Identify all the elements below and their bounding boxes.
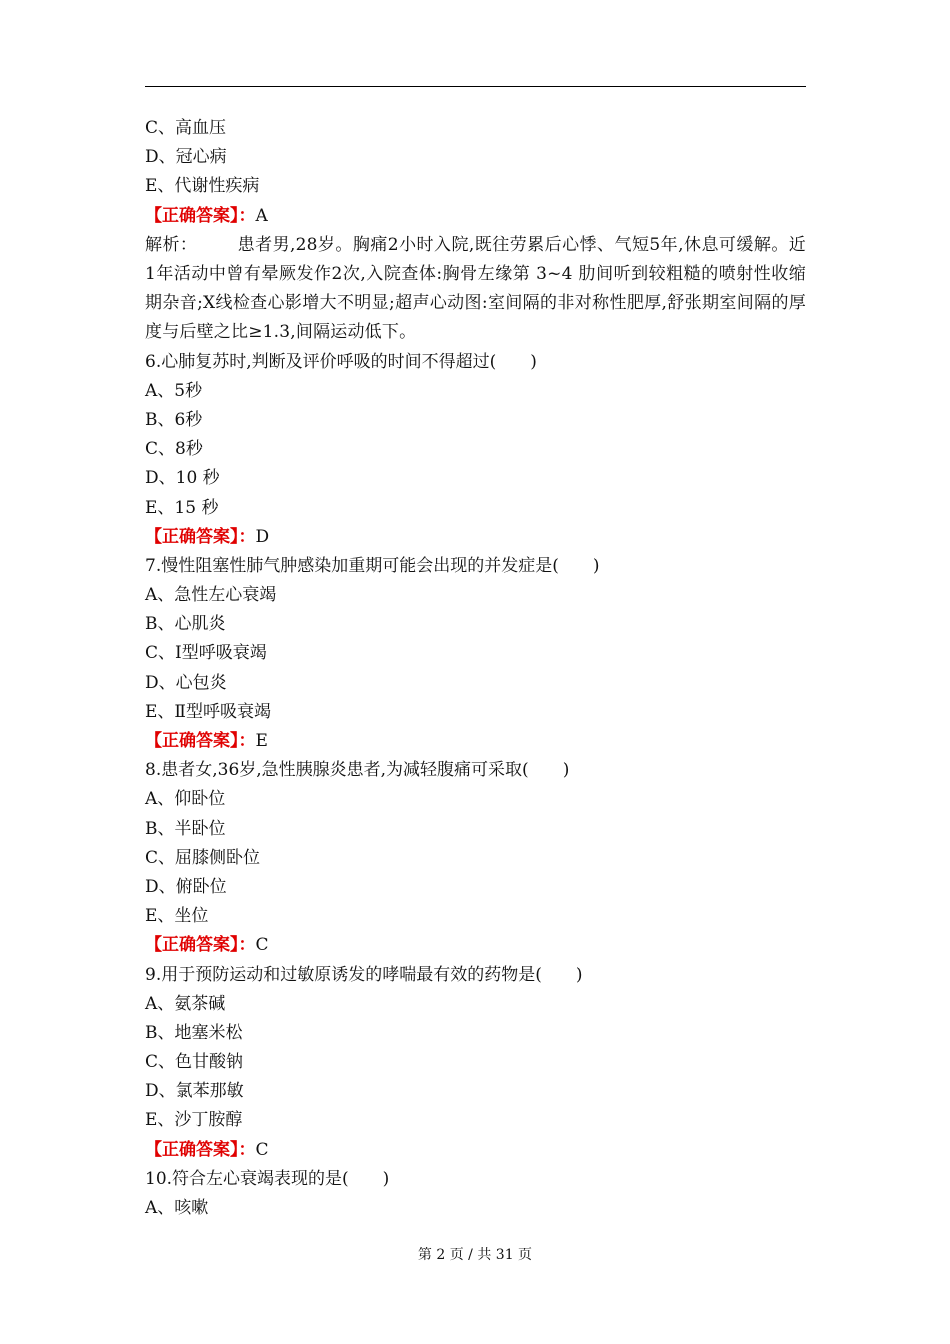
option-q8-a: A、仰卧位 xyxy=(145,789,226,810)
analysis-text: 患者男,28岁。胸痛2小时入院,既往劳累后心悸、气短5年,休息可缓解。近1年活动中曾有晕厥发作2次,入院查体:胸骨左缘第 3~4 肋间听到较粗糙的喷射性收缩期杂音;X线检查心影增大不明显;超声心动图:室间隔的非对称性肥厚,舒张期室间隔的厚度与后壁之比≥1.3,间隔运动低下。 xyxy=(145,234,806,343)
option-q7-b: B、心肌炎 xyxy=(145,614,226,635)
answer-label: 【正确答案】： xyxy=(145,205,256,226)
answer-value: D xyxy=(255,526,270,547)
answer-label: 【正确答案】： xyxy=(145,526,256,547)
answer-q6 xyxy=(145,523,806,552)
option-q6-c: C、8秒 xyxy=(145,439,203,460)
option-q7-e: E、Ⅱ型呼吸衰竭 xyxy=(145,701,271,722)
answer-q9 xyxy=(145,1136,806,1165)
option-q8-b: B、半卧位 xyxy=(145,818,226,839)
option-q8-c: C、屈膝侧卧位 xyxy=(145,847,261,868)
question-stem-10: 10.符合左心衰竭表现的是( ) xyxy=(145,1168,390,1189)
option-q5-d: D、冠心病 xyxy=(145,147,227,168)
option-q9-c: C、色甘酸钠 xyxy=(145,1052,244,1073)
question-stem-9: 9.用于预防运动和过敏原诱发的哮喘最有效的药物是( ) xyxy=(145,964,583,985)
option-q6-d: D、10 秒 xyxy=(145,468,220,489)
analysis-q5 xyxy=(145,231,806,348)
option-q9-b: B、地塞米松 xyxy=(145,1022,243,1043)
option-q5-e: E、代谢性疾病 xyxy=(145,176,260,197)
option-q9-d: D、氯苯那敏 xyxy=(145,1081,244,1102)
answer-value: E xyxy=(255,731,268,751)
option-q9-a: A、氨茶碱 xyxy=(145,993,226,1014)
answer-label: 【正确答案】： xyxy=(145,731,256,751)
header-rule xyxy=(145,86,806,87)
option-q6-e: E、15 秒 xyxy=(145,497,219,518)
option-q7-d: D、心包炎 xyxy=(145,672,227,693)
answer-value: C xyxy=(255,935,269,956)
option-q9-e: E、沙丁胺醇 xyxy=(145,1110,243,1131)
option-q5-c: C、高血压 xyxy=(145,118,227,138)
analysis-label: 解析： xyxy=(145,234,198,255)
answer-label: 【正确答案】： xyxy=(145,935,256,956)
answer-label: 【正确答案】： xyxy=(145,1139,256,1160)
question-stem-8: 8.患者女,36岁,急性胰腺炎患者,为减轻腹痛可采取( ) xyxy=(145,760,570,781)
option-q6-b: B、6秒 xyxy=(145,409,203,430)
option-q7-c: C、I型呼吸衰竭 xyxy=(145,643,267,664)
option-q10-a: A、咳嗽 xyxy=(145,1198,209,1218)
page-content xyxy=(145,114,806,1223)
page-footer: 第 2 页 / 共 31 页 xyxy=(417,1247,533,1263)
question-stem-7: 7.慢性阻塞性肺气肿感染加重期可能会出现的并发症是( ) xyxy=(145,555,600,576)
answer-value: C xyxy=(255,1139,269,1160)
option-q7-a: A、急性左心衰竭 xyxy=(145,585,277,606)
option-q8-d: D、俯卧位 xyxy=(145,876,227,897)
answer-value: A xyxy=(255,205,268,226)
question-stem-6: 6.心肺复苏时,判断及评价呼吸的时间不得超过( ) xyxy=(145,351,537,372)
option-q8-e: E、坐位 xyxy=(145,906,209,927)
option-q6-a: A、5秒 xyxy=(145,380,203,401)
answer-q7 xyxy=(145,727,806,756)
answer-q8 xyxy=(145,931,806,960)
answer-q5 xyxy=(145,202,806,231)
